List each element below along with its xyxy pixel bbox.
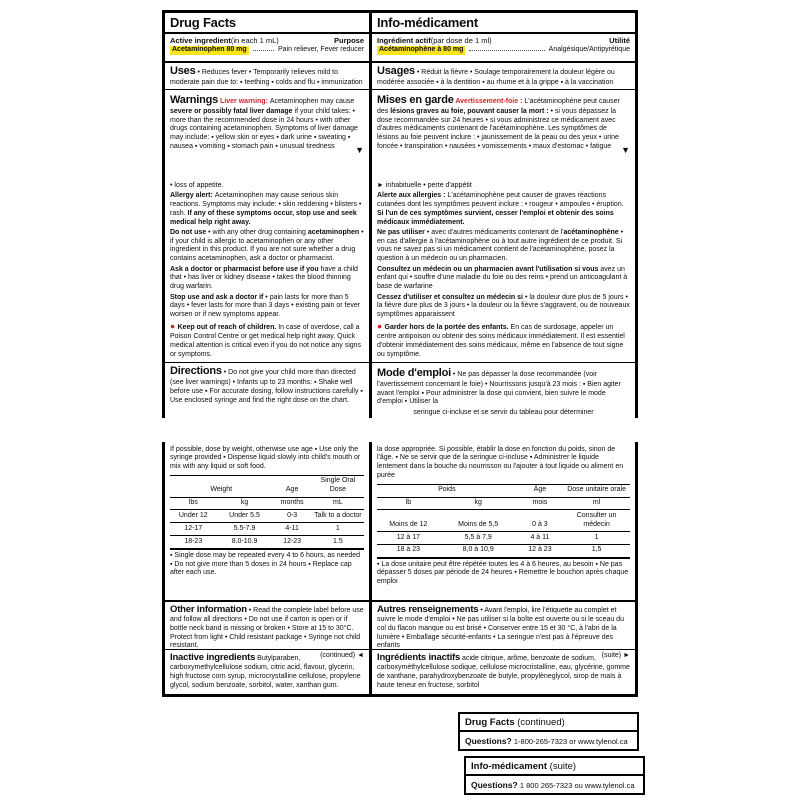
label-fold-gap	[377, 153, 630, 180]
cell: 18 à 23	[396, 546, 421, 554]
active-ingredient-qualifier: (par dose de 1 ml)	[430, 36, 492, 46]
active-ingredient-value-row	[377, 46, 630, 55]
cell: 5,5 à 7,9	[440, 532, 517, 545]
text-segment: ●	[170, 321, 178, 332]
questions-label: Questions?	[471, 779, 518, 790]
questions-value: 1-800-265-7323 or www.tylenol.ca	[511, 736, 628, 746]
questions-value: 1 800 265-7323 ou www.tylenol.ca	[517, 780, 635, 790]
warnings-paragraph	[170, 321, 364, 359]
cell: Moins de 5,5	[440, 510, 517, 532]
inactive-ingredients-text	[377, 652, 630, 689]
text-segment: Si l'un de ces symptômes survient, cesser l'emploi et obtenir des soins médicaux immédiatement.	[377, 209, 614, 226]
text-segment: ▼	[355, 144, 364, 155]
purpose-value: Analgésique/Antipyrétique	[548, 45, 630, 53]
uses-section-fr	[372, 63, 635, 90]
warnings-paragraph	[377, 294, 630, 320]
label-bottom-panel	[162, 442, 638, 697]
section-heading: Uses	[170, 65, 196, 78]
continued-box-title	[466, 758, 643, 776]
active-ingredient-label: Ingrédient actif	[377, 36, 431, 46]
info-medicament-suite-box	[464, 756, 645, 795]
text-segment: En cas de surdosage, appeler un centre antipoison ou obtenir des soins médicaux immédiatement. Il est essentiel d'obtenir immédiatement des soins médicaux, même en l'absence de tout signe ou symptôme.	[377, 324, 625, 358]
active-ingredient-value-row	[170, 46, 364, 55]
warnings-paragraph	[170, 266, 364, 292]
section-heading: Autres renseignements	[377, 604, 479, 615]
table-row	[170, 523, 364, 536]
cell: 8,0 à 10,9	[462, 546, 494, 554]
text-segment: Cessez d'utiliser et consultez un médecin si	[377, 293, 525, 301]
section-heading: Mode d'emploi	[377, 366, 451, 379]
cell: 1.5	[333, 537, 343, 545]
cell: 12 à 17	[377, 532, 440, 545]
text-segment: Allergy alert:	[170, 192, 215, 200]
text-segment: Stop use and ask a doctor if	[170, 293, 266, 301]
table-row	[377, 510, 630, 532]
unit-header: lbs	[170, 497, 217, 510]
ingredient-highlight: Acétaminophène à 80 mg	[379, 45, 464, 53]
column-french	[372, 13, 635, 418]
warnings-paragraph	[377, 192, 630, 227]
cell: Under 12	[170, 510, 217, 523]
text-segment: if your child takes: • more than the recommended dose in 24 hours • with other drugs containing acetaminophen. Symptoms of liver damage may include: ▪ yellow skin or eyes ▪ dark urine ▪ sweating ▪ nausea ▪ vomiting ▪ stomach pain ▪ unusual tiredness	[170, 107, 358, 150]
text-segment: • loss of appetite.	[170, 181, 224, 189]
section-heading: Usages	[377, 65, 415, 78]
unit-header: ml	[563, 497, 630, 510]
text-segment: Avertissement-foie :	[453, 97, 525, 105]
text-segment: • Do not give your child more than directed (see liver warnings) • Infants up to 23 months: ▪ Shake well before use ▪ For accurate dosing, follow instructions carefully ▪ Use enclosed syringe and find the right dose on the chart.	[170, 369, 363, 404]
text-segment: In case of overdose, call a Poison Control Centre or get medical help right away. Quick medical attention is critical even if you do not notice any signs or symptoms.	[170, 324, 362, 358]
continued-box-title	[460, 714, 637, 732]
continued-marker: (suite) ►	[601, 652, 630, 659]
section-heading: Directions	[170, 365, 222, 378]
purpose-header: Utilité	[609, 36, 630, 46]
cell: 1,5	[591, 546, 602, 554]
dosing-notes: ▪ Single dose may be repeated every 4 to 6 hours, as needed ▪ Do not give more than 5 doses in 24 hours ▪ Replace cap after each use.	[170, 551, 361, 577]
text-segment: If any of these symptoms occur, stop use and seek medical help right away.	[170, 209, 357, 226]
directions-section-en	[165, 363, 369, 418]
inactive-ingredients-section-en	[165, 650, 369, 694]
text-segment: Ne pas utiliser	[377, 228, 427, 236]
text-segment: Butylparaben, carboxymethylcellulose sodium, citric acid, flavour, glycerin, high fructose corn syrup, microcrystalline cellulose, propylene glycol, sodium benzoate, sorbitol, water, xanthan gum.	[170, 655, 361, 689]
dosing-section-fr	[372, 442, 635, 602]
cell: Consulter un médecin	[563, 510, 630, 532]
purpose-header: Purpose	[333, 36, 364, 46]
dosing-intro: la dose appropriée. Si possible, établir la dose en fonction du poids, sinon de l'âge. ▪ Ne se servir que de la seringue ci-incluse ▪ Administrer le liquide lentement dans la bouche du nourrisson ou l'ajouter à tout liquide ou aliment en purée	[377, 445, 624, 479]
text-segment: • pain lasts for more than 5 days • fever lasts for more than 3 days • existing pain or fever worsen or if new symptoms appear.	[170, 293, 361, 319]
warnings-paragraph	[170, 192, 364, 227]
continued-box-title-suffix: (continued)	[514, 716, 565, 728]
text-segment: L'acétaminophène peut causer des	[377, 97, 620, 115]
text-segment: • Reduces fever • Temporarily relieves mild to moderate pain due to: ▪ teething ▪ colds and flu ▪ immunization	[170, 69, 363, 87]
text-segment: ► inhabituelle • perte d'appétit	[377, 181, 472, 189]
section-heading: Ingrédients inactifs	[377, 652, 461, 663]
section-heading: Other information	[170, 604, 247, 615]
continued-box-title-suffix: (suite)	[547, 760, 577, 772]
text-segment: • Avant l'emploi, lire l'étiquette au complet et suivre le mode d'emploi • Ne pas utiliser si la boîte est ouverte ou si le sceau du col du flacon manque ou est brisé • Conserver entre 15 et 30 °C, à l'abri de la lumière • Emballage sécurité-enfants • La seringue n'est pas à l'épreuve des enfants	[377, 607, 624, 650]
cell: Under 5.5	[217, 510, 273, 523]
unit-header: kg	[217, 497, 273, 510]
text-segment: lésions graves au foie, pouvant causer la mort :	[390, 107, 549, 115]
unit-header: mois	[517, 497, 564, 510]
continued-box-title-main: Drug Facts	[465, 716, 515, 728]
text-segment: severe or possibly fatal liver damage	[170, 107, 293, 115]
purpose-value: Pain reliever, Fever reducer	[278, 45, 364, 53]
text-segment: • Read the complete label before use and follow all directions • Do not use if carton is open or if bottle neck band is missing or broken • Store at 15 to 30°C. Protect from light • Child resistant package • Syringe not child resistant.	[170, 607, 364, 650]
text-segment: • with any other drug containing	[208, 228, 308, 236]
cell: 4-11	[273, 523, 312, 536]
text-segment: • si vous dépassez la dose recommandée sur 24 heures • si vous administrez ce médicament avec d'autres médicaments contenant de l'acétaminophène. Les symptômes de lésions au foie peuvent inclure : • jaunissement de la peau ou des yeux • urine foncée • transpiration • nausées • vomissements • maux d'estomac • fatigue	[377, 107, 619, 150]
weight-group-header: Weight	[170, 475, 273, 497]
warnings-paragraph	[170, 182, 364, 191]
text-segment: • avec d'autres médicaments contenant de l'	[426, 228, 564, 236]
ingredient-highlight: Acetaminophen 80 mg	[172, 45, 247, 53]
directions-text	[377, 367, 630, 407]
warnings-paragraph	[170, 229, 364, 264]
dosing-table-en	[170, 475, 364, 550]
warnings-paragraph	[377, 266, 630, 292]
weight-group-header: Poids	[377, 484, 517, 497]
cell: 1	[563, 532, 630, 545]
age-group-header: Âge	[517, 484, 564, 497]
text-segment: • la douleur dure plus de 5 jours • la fièvre dure plus de 3 jours • la douleur ou la fièvre s'aggravent, ou de nouveaux symptômes apparaissent	[377, 293, 630, 319]
unit-header: kg	[440, 497, 517, 510]
cell: 12-17	[170, 523, 217, 536]
active-ingredient-label: Active ingredient	[170, 36, 231, 46]
text-segment: Garder hors de la portée des enfants.	[384, 324, 511, 332]
table-group-header-row	[377, 484, 630, 497]
text-segment: Ask a doctor or pharmacist before use if you	[170, 265, 321, 273]
cell: 4 à 11	[517, 532, 564, 545]
label-fold-gap	[170, 153, 364, 180]
directions-continuation: seringue ci-incluse et se servir du tableau pour déterminer	[413, 408, 594, 416]
other-information-section-en	[165, 602, 369, 650]
cell: Talk to a doctor	[312, 510, 364, 523]
label-top-panel	[162, 10, 638, 418]
text-segment: have a child that • has liver or kidney disease • takes the blood thinning drug warfarin.	[170, 265, 358, 291]
table-row	[377, 544, 630, 557]
questions-row	[460, 732, 637, 749]
active-ingredient-qualifier: (in each 1 mL)	[230, 36, 279, 46]
warnings-paragraph	[377, 229, 630, 264]
drug-facts-continued-box	[458, 712, 639, 751]
warnings-section-fr	[372, 90, 635, 363]
text-segment: Alerte aux allergies :	[377, 192, 448, 200]
table-row	[377, 532, 630, 545]
warnings-paragraph	[377, 321, 630, 359]
cell: 12-23	[283, 537, 302, 545]
section-heading: Warnings	[170, 93, 219, 106]
text-segment: avez un enfant qui • souffre d'une maladie du foie ou des reins • prend un anticoagulant à base de warfarine	[377, 265, 628, 291]
dotted-leader	[253, 50, 274, 51]
directions-section-fr	[372, 363, 635, 418]
column-french-continued	[372, 442, 635, 694]
text-segment: L'acétaminophène peut causer de graves réactions cutanées dont les symptômes peuvent inclure : • rougeur • ampoules • éruption.	[377, 192, 624, 208]
continued-box-title-main: Info-médicament	[471, 760, 548, 772]
text-segment: ●	[377, 321, 385, 332]
cell: 5.5-7.9	[217, 523, 273, 536]
dose-group-header: Dose unitaire orale	[563, 484, 630, 497]
active-ingredient-header-row	[170, 36, 364, 45]
text-segment: • if your child is allergic to acetaminophen or any other ingredient in this product. If you are not sure whether a drug contains acetaminophen, ask a doctor or pharmacist.	[170, 228, 364, 263]
dosing-intro: If possible, dose by weight, otherwise use age ▪ Use only the syringe provided ▪ Dispense liquid slowly into child's mouth or mix with any liquid or soft food.	[170, 445, 361, 471]
table-unit-header-row	[170, 497, 364, 510]
text-segment: Consultez un médecin ou un pharmacien avant l'utilisation si vous	[377, 265, 601, 273]
uses-section-en	[165, 63, 369, 90]
text-segment: acide citrique, arôme, benzoate de sodium, carboxyméthylcellulose sodique, cellulose microcristalline, eau, glycérine, gomme de xanthane, parahydroxybenzoate de butyle, propylèneglycol, sirop de maïs à haute teneur en fructose, sorbitol	[377, 655, 630, 689]
table-unit-header-row	[377, 497, 630, 510]
age-group-header: Age	[273, 475, 312, 497]
text-segment: Acetaminophen may cause serious skin reactions. Symptoms may include: • skin reddening • blisters • rash.	[170, 192, 362, 217]
text-segment: acétaminophène	[563, 228, 619, 236]
warnings-paragraph	[377, 182, 630, 191]
table-row	[170, 510, 364, 523]
warnings-intro	[377, 93, 630, 155]
text-segment: acetaminophen	[307, 228, 360, 236]
cell: 12 à 23	[528, 546, 552, 554]
info-medicament-title: Info-médicament	[372, 13, 635, 34]
text-segment: Acetaminophen may cause	[269, 97, 355, 105]
text-segment: • Réduit la fièvre • Soulage temporairement la douleur légère ou modérée associée ▪ à la dentition ▪ au rhume et à la grippe ▪ à la vaccination	[377, 69, 615, 87]
dose-group-header: Single Oral Dose	[312, 475, 364, 497]
cell: 0-3	[273, 510, 312, 523]
column-english-continued	[165, 442, 372, 694]
section-heading: Inactive ingredients	[170, 652, 256, 663]
text-segment: Do not use	[170, 228, 209, 236]
text-segment: • en cas d'allergie à l'acétaminophène ou à tout autre ingrédient de ce produit. Si vous ne savez pas si un médicament contient de l'acétaminophène, posez la question à un médecin ou un pharmacien.	[377, 228, 624, 263]
dosing-section-en	[165, 442, 369, 602]
cell: 8.0-10.9	[231, 537, 258, 545]
inactive-ingredients-section-fr	[372, 650, 635, 694]
warnings-intro	[170, 93, 364, 155]
dosing-table-fr	[377, 484, 630, 559]
table-row	[170, 536, 364, 549]
other-information-section-fr	[372, 602, 635, 650]
cell: 0 à 3	[517, 510, 564, 532]
active-ingredient-section-en	[165, 34, 369, 63]
drug-facts-title: Drug Facts	[165, 13, 369, 34]
cell: 18-23	[184, 537, 203, 545]
warnings-section-en	[165, 90, 369, 363]
continued-marker: (continued) ◄	[320, 652, 364, 659]
active-ingredient-section-fr	[372, 34, 635, 63]
cell: 1	[312, 523, 364, 536]
table-group-header-row	[170, 475, 364, 497]
text-segment: Keep out of reach of children.	[177, 324, 279, 332]
unit-header: months	[273, 497, 312, 510]
column-english	[165, 13, 372, 418]
cell: Moins de 12	[377, 510, 440, 532]
active-ingredient-header-row	[377, 36, 630, 45]
section-heading: Mises en garde	[377, 93, 454, 106]
unit-header: lb	[377, 497, 440, 510]
questions-row	[466, 776, 643, 793]
text-segment: • Ne pas dépasser la dose recommandée (voir l'avertissement concernant le foie) • Nourrissons jusqu'à 23 mois : ▪ Bien agiter avant l'emploi ▪ Pour administrer la dose qui convient, bien suivre le mode d'emploi ▪ Utiliser la	[377, 370, 621, 406]
unit-header: mL	[312, 497, 364, 510]
dotted-leader	[469, 50, 544, 51]
warnings-paragraph	[170, 294, 364, 320]
text-segment: Liver warning:	[218, 97, 270, 105]
dosing-notes: ▪ La dose unitaire peut être répétée toutes les 4 à 6 heures, au besoin ▪ Ne pas dépasser 5 doses par période de 24 heures ▪ Remettre le bouchon après chaque emploi	[377, 560, 629, 586]
text-segment: ▼	[621, 144, 630, 155]
questions-label: Questions?	[465, 735, 512, 746]
